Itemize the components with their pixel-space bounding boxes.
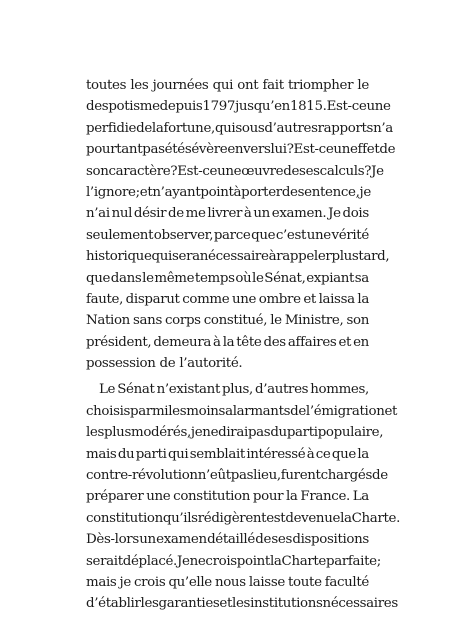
body-text <box>86 75 401 615</box>
text-line: président, demeura à la tête des affaires et en <box>86 334 369 350</box>
text-line: choisis parmi les moins alarmants de l’émigration et <box>86 403 398 419</box>
text-line: les plus modérés, je ne dirai pas du parti populaire, <box>86 425 384 441</box>
text-line: Nation sans corps constitué, le Ministre, son <box>86 313 369 329</box>
text-line: pourtant pas été sévère envers lui ? Est-ce un effet de <box>86 142 396 158</box>
text-line: Dès-lors un examen détaillé de ses dispositions <box>86 532 369 548</box>
text-line: historique qui sera nécessaire à rappeler plus tard, <box>86 249 390 265</box>
text-line: constitution qu’ils rédigèrent est devenue la Charte. <box>86 510 401 526</box>
text-line: que dans le même temps où le Sénat, expiant sa <box>86 270 369 286</box>
text-line: préparer une constitution pour la France. La <box>86 489 369 505</box>
text-line: Le Sénat n’existant plus, d’autres hommes, <box>99 382 369 398</box>
text-line: serait déplacé. Je ne crois point la Charte parfaite ; <box>86 553 381 569</box>
text-line: l’ignore ; et n’ayant point à porter de sentence, je <box>86 184 371 200</box>
text-line: contre-révolution n’eût pas lieu, furent chargés de <box>86 468 388 484</box>
text-line: possession de l’autorité. <box>86 356 243 372</box>
text-line: despotisme depuis 1797 jusqu’en 1815. Est-ce une <box>86 99 391 115</box>
text-line: faute, disparut comme une ombre et laissa la <box>86 291 369 307</box>
text-line: d’établir les garanties et les institutions nécessaires <box>86 596 398 612</box>
text-line: n’ai nul désir de me livrer à un examen. Je dois <box>86 206 369 222</box>
paragraph <box>86 75 396 374</box>
text-line: mais je crois qu’elle nous laisse toute faculté <box>86 574 369 590</box>
text-line: mais du parti qui semblait intéressé à ce que la <box>86 446 369 462</box>
text-line: son caractère ? Est-ce une œuvre de ses calculs ? Je <box>86 163 384 179</box>
text-line: perfidie de la fortune, qui sous d’autres rapports n’a <box>86 120 393 136</box>
paragraph <box>86 379 401 614</box>
text-line: seulement observer, parce que c’est une vérité <box>86 227 369 243</box>
text-line: toutes les journées qui ont fait triompher le <box>86 78 369 93</box>
